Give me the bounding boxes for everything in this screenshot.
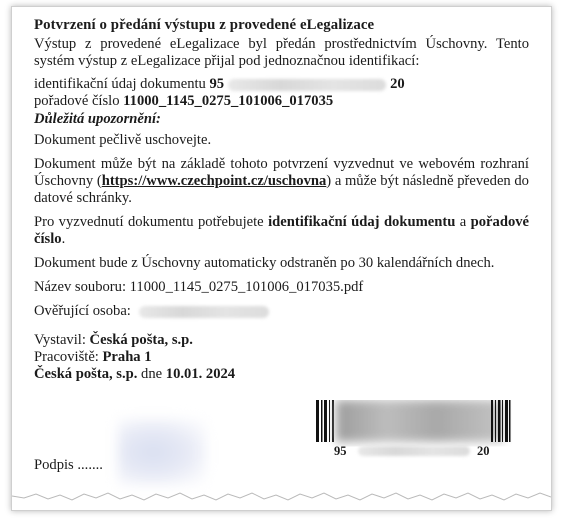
order-value: 11000_1145_0275_101006_017035: [123, 93, 334, 109]
requirements-before: Pro vyzvednutí dokumentu potřebujete: [34, 214, 269, 230]
document-content: [34, 17, 529, 383]
barcode-right-number: 20: [477, 444, 490, 458]
verifier-line: [34, 303, 529, 320]
issued-label: Vystavil:: [34, 332, 90, 348]
workplace-line: [34, 349, 529, 366]
redacted-identifier: [228, 79, 386, 91]
date-prefix: Česká pošta, s.p.: [34, 366, 138, 382]
identifier-prefix: 95: [209, 76, 225, 92]
requirements-bold-identifier: identifikační údaj dokumentu: [268, 214, 456, 230]
identifier-suffix: 20: [390, 76, 405, 92]
requirements-paragraph: [34, 214, 529, 248]
torn-edge: [12, 482, 551, 510]
identifier-line: [34, 76, 529, 93]
pickup-paragraph: [34, 156, 529, 207]
requirements-mid: a: [455, 214, 471, 230]
workplace-label: Pracoviště:: [34, 349, 103, 365]
intro-paragraph: Výstup z provedené eLegalizace byl předán prostřednictvím Úschovny. Tento systém výstup z eLegalizace přijal pod jednoznačnou identifikací:: [34, 36, 529, 69]
pickup-text-before: Dokument může být na základě tohoto potvrzení vyzvednut ve webovém rozhraní Úschovny (: [34, 156, 529, 189]
verifier-label: Ověřující osoba:: [34, 303, 131, 319]
signature-line: Podpis .......: [34, 457, 103, 473]
order-label: pořadové číslo: [34, 93, 120, 109]
order-line: [34, 93, 529, 110]
date-line: [34, 366, 529, 383]
identifier-label: identifikační údaj dokumentu: [34, 76, 206, 92]
important-heading: Důležitá upozornění:: [34, 111, 161, 127]
file-name-text: Název souboru: 11000_1145_0275_101006_017035.pdf: [34, 279, 364, 295]
redacted-verifier: [139, 306, 269, 318]
document-heading: Potvrzení o předání výstupu z provedené eLegalizace: [34, 17, 375, 33]
workplace-value: Praha 1: [102, 349, 152, 365]
keep-safe-text: Dokument pečlivě uschovejte.: [34, 132, 212, 148]
issued-value: Česká pošta, s.p.: [89, 332, 193, 348]
uschovna-link[interactable]: https://www.czechpoint.cz/uschovna: [101, 173, 327, 189]
date-mid: dne: [137, 366, 166, 382]
date-value: 10.01. 2024: [165, 366, 236, 382]
barcode-left-number: 95: [334, 444, 347, 458]
redacted-barcode-number: [358, 446, 470, 456]
redacted-signature-stamp: [118, 419, 206, 485]
requirements-bold-order: pořadové číslo: [34, 214, 530, 247]
auto-remove-text: Dokument bude z Úschovny automaticky odstraněn po 30 kalendářních dnech.: [34, 255, 495, 271]
issued-line: [34, 332, 529, 349]
document-page: [11, 6, 552, 511]
pickup-text-after: ) a může být následně převeden do datové schránky.: [34, 173, 529, 206]
requirements-after: .: [61, 231, 66, 247]
